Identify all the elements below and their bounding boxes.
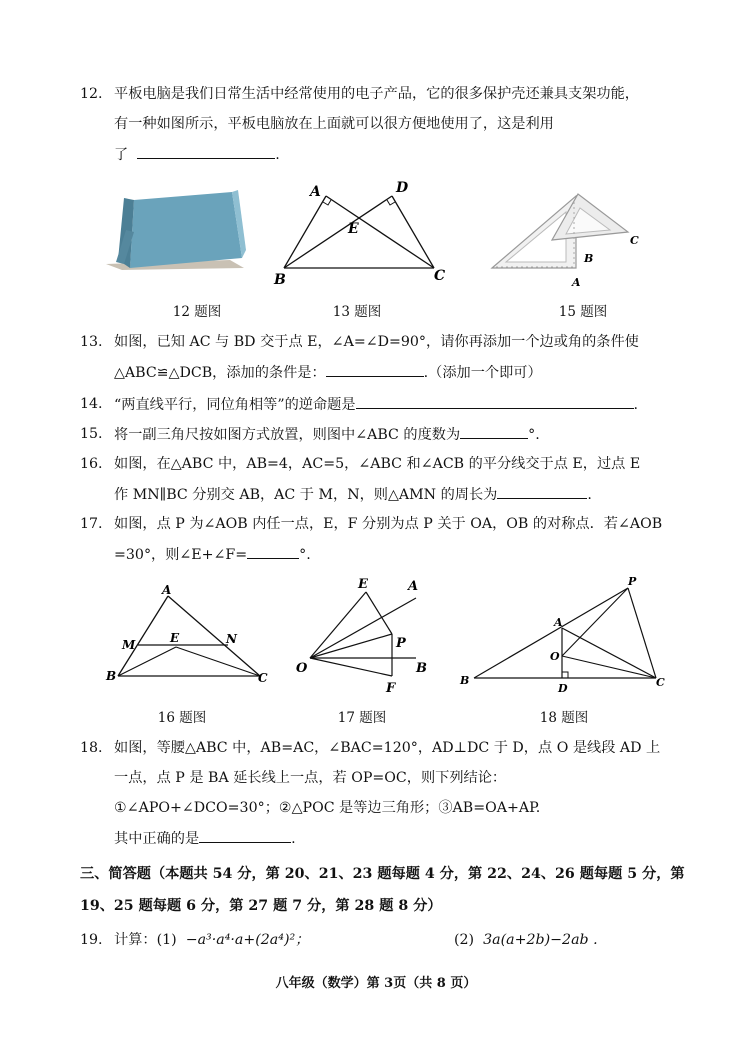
q19-number: 19. — [80, 932, 103, 948]
q18-line3: ①∠APO+∠DCO=30°；②△POC 是等边三角形；③AB=OA+AP. — [114, 800, 541, 816]
fig16-label: B — [106, 669, 117, 683]
q12-line3: 了 . — [114, 144, 280, 165]
fig17-label: F — [386, 681, 396, 696]
fig13-label: B — [274, 272, 286, 288]
q13-line2: △ABC≌△DCB，添加的条件是： .（添加一个即可） — [114, 362, 542, 383]
fig17-label: A — [408, 579, 419, 594]
fig17-diagram — [290, 572, 440, 702]
fig13-label: E — [348, 221, 359, 237]
q19-part1: 计算：(1) −a³·a⁴·a+(2a⁴)²； — [114, 932, 310, 948]
q15-line: 将一副三角尺按如图方式放置，则图中∠ABC 的度数为 °. — [114, 424, 540, 445]
fig12-caption: 12 题图 — [172, 304, 222, 320]
q14-number: 14. — [80, 396, 103, 412]
q18-number: 18. — [80, 740, 103, 756]
page-footer: 八年级（数学）第 3页（共 8 页） — [275, 976, 477, 991]
q12-line2: 有一种如图所示，平板电脑放在上面就可以很方便地使用了，这是利用 — [114, 116, 554, 132]
q12-number: 12. — [80, 86, 103, 102]
q14-line: “两直线平行，同位角相等”的逆命题是 . — [114, 394, 638, 415]
q13-line1: 如图，已知 AC 与 BD 交于点 E，∠A=∠D=90°，请你再添加一个边或角的条件使 — [114, 334, 639, 350]
q17-line1: 如图，点 P 为∠AOB 内任一点，E，F 分别为点 P 关于 OA，OB 的对称点．若∠AOB — [114, 516, 663, 532]
q13-number: 13. — [80, 334, 103, 350]
fig18-label: P — [628, 575, 637, 588]
fig16-label: N — [226, 632, 237, 646]
fig17-label: E — [358, 577, 368, 592]
section3-heading-line1: 三、简答题（本题共 54 分，第 20、21、23 题每题 4 分，第 22、24、26 题每题 5 分，第 — [80, 866, 685, 882]
q12-line1: 平板电脑是我们日常生活中经常使用的电子产品，它的很多保护壳还兼具支架功能， — [114, 86, 639, 102]
fig13-label: A — [310, 184, 321, 200]
fig13-diagram — [270, 176, 450, 292]
q18-line1: 如图，等腰△ABC 中，AB=AC，∠BAC=120°，AD⊥DC 于 D，点 O 是线段 AD 上 — [114, 740, 661, 756]
fig18-diagram — [456, 574, 676, 700]
q19-expression-2: 3a(a+2b)−2ab . — [483, 932, 598, 948]
fig15-label: A — [572, 276, 581, 289]
fig17-label: B — [416, 661, 427, 676]
fig16-caption: 16 题图 — [157, 710, 207, 726]
fig18-label: O — [550, 650, 560, 663]
q18-answer-blank[interactable] — [199, 828, 291, 843]
q16-line2: 作 MN∥BC 分别交 AB，AC 于 M，N，则△AMN 的周长为 . — [114, 484, 592, 505]
fig12-tablet-photo — [104, 190, 250, 274]
q17-number: 17. — [80, 516, 103, 532]
q19-expression-1: −a³·a⁴·a+(2a⁴)²； — [185, 932, 310, 948]
q15-number: 15. — [80, 426, 103, 442]
q13-answer-blank[interactable] — [326, 362, 424, 377]
fig18-label: D — [558, 682, 568, 695]
q16-number: 16. — [80, 456, 103, 472]
fig15-label: C — [630, 234, 639, 247]
q16-line1: 如图，在△ABC 中，AB=4，AC=5，∠ABC 和∠ACB 的平分线交于点 E，过点 E — [114, 456, 641, 472]
fig15-caption: 15 题图 — [558, 304, 608, 320]
q16-answer-blank[interactable] — [497, 484, 587, 499]
fig18-label: A — [554, 616, 563, 629]
q12-answer-blank[interactable] — [137, 144, 275, 159]
fig18-label: C — [656, 676, 665, 689]
fig13-label: D — [396, 180, 409, 196]
q15-answer-blank[interactable] — [460, 424, 528, 439]
section3-heading-line2: 19、25 题每题 6 分，第 27 题 7 分，第 28 题 8 分） — [80, 898, 442, 914]
q18-line4: 其中正确的是 . — [114, 828, 296, 849]
fig13-label: C — [434, 268, 446, 284]
fig17-label: P — [396, 636, 406, 651]
fig16-label: A — [162, 583, 172, 597]
q17-line2: =30°，则∠E+∠F= °. — [114, 544, 311, 565]
q19-part2: (2) 3a(a+2b)−2ab . — [454, 932, 598, 948]
fig13-caption: 13 题图 — [332, 304, 382, 320]
fig16-label: C — [258, 671, 268, 685]
fig16-label: M — [122, 638, 136, 652]
q17-answer-blank[interactable] — [247, 544, 299, 559]
q14-answer-blank[interactable] — [356, 394, 634, 409]
fig17-caption: 17 题图 — [337, 710, 387, 726]
fig15-label: B — [584, 252, 594, 265]
fig18-label: B — [460, 674, 470, 687]
fig16-diagram — [100, 582, 280, 696]
fig17-label: O — [296, 661, 308, 676]
q18-line2: 一点，点 P 是 BA 延长线上一点，若 OP=OC，则下列结论： — [114, 770, 507, 786]
fig18-caption: 18 题图 — [539, 710, 589, 726]
fig16-label: E — [170, 631, 180, 645]
fig15-set-squares — [486, 188, 656, 294]
